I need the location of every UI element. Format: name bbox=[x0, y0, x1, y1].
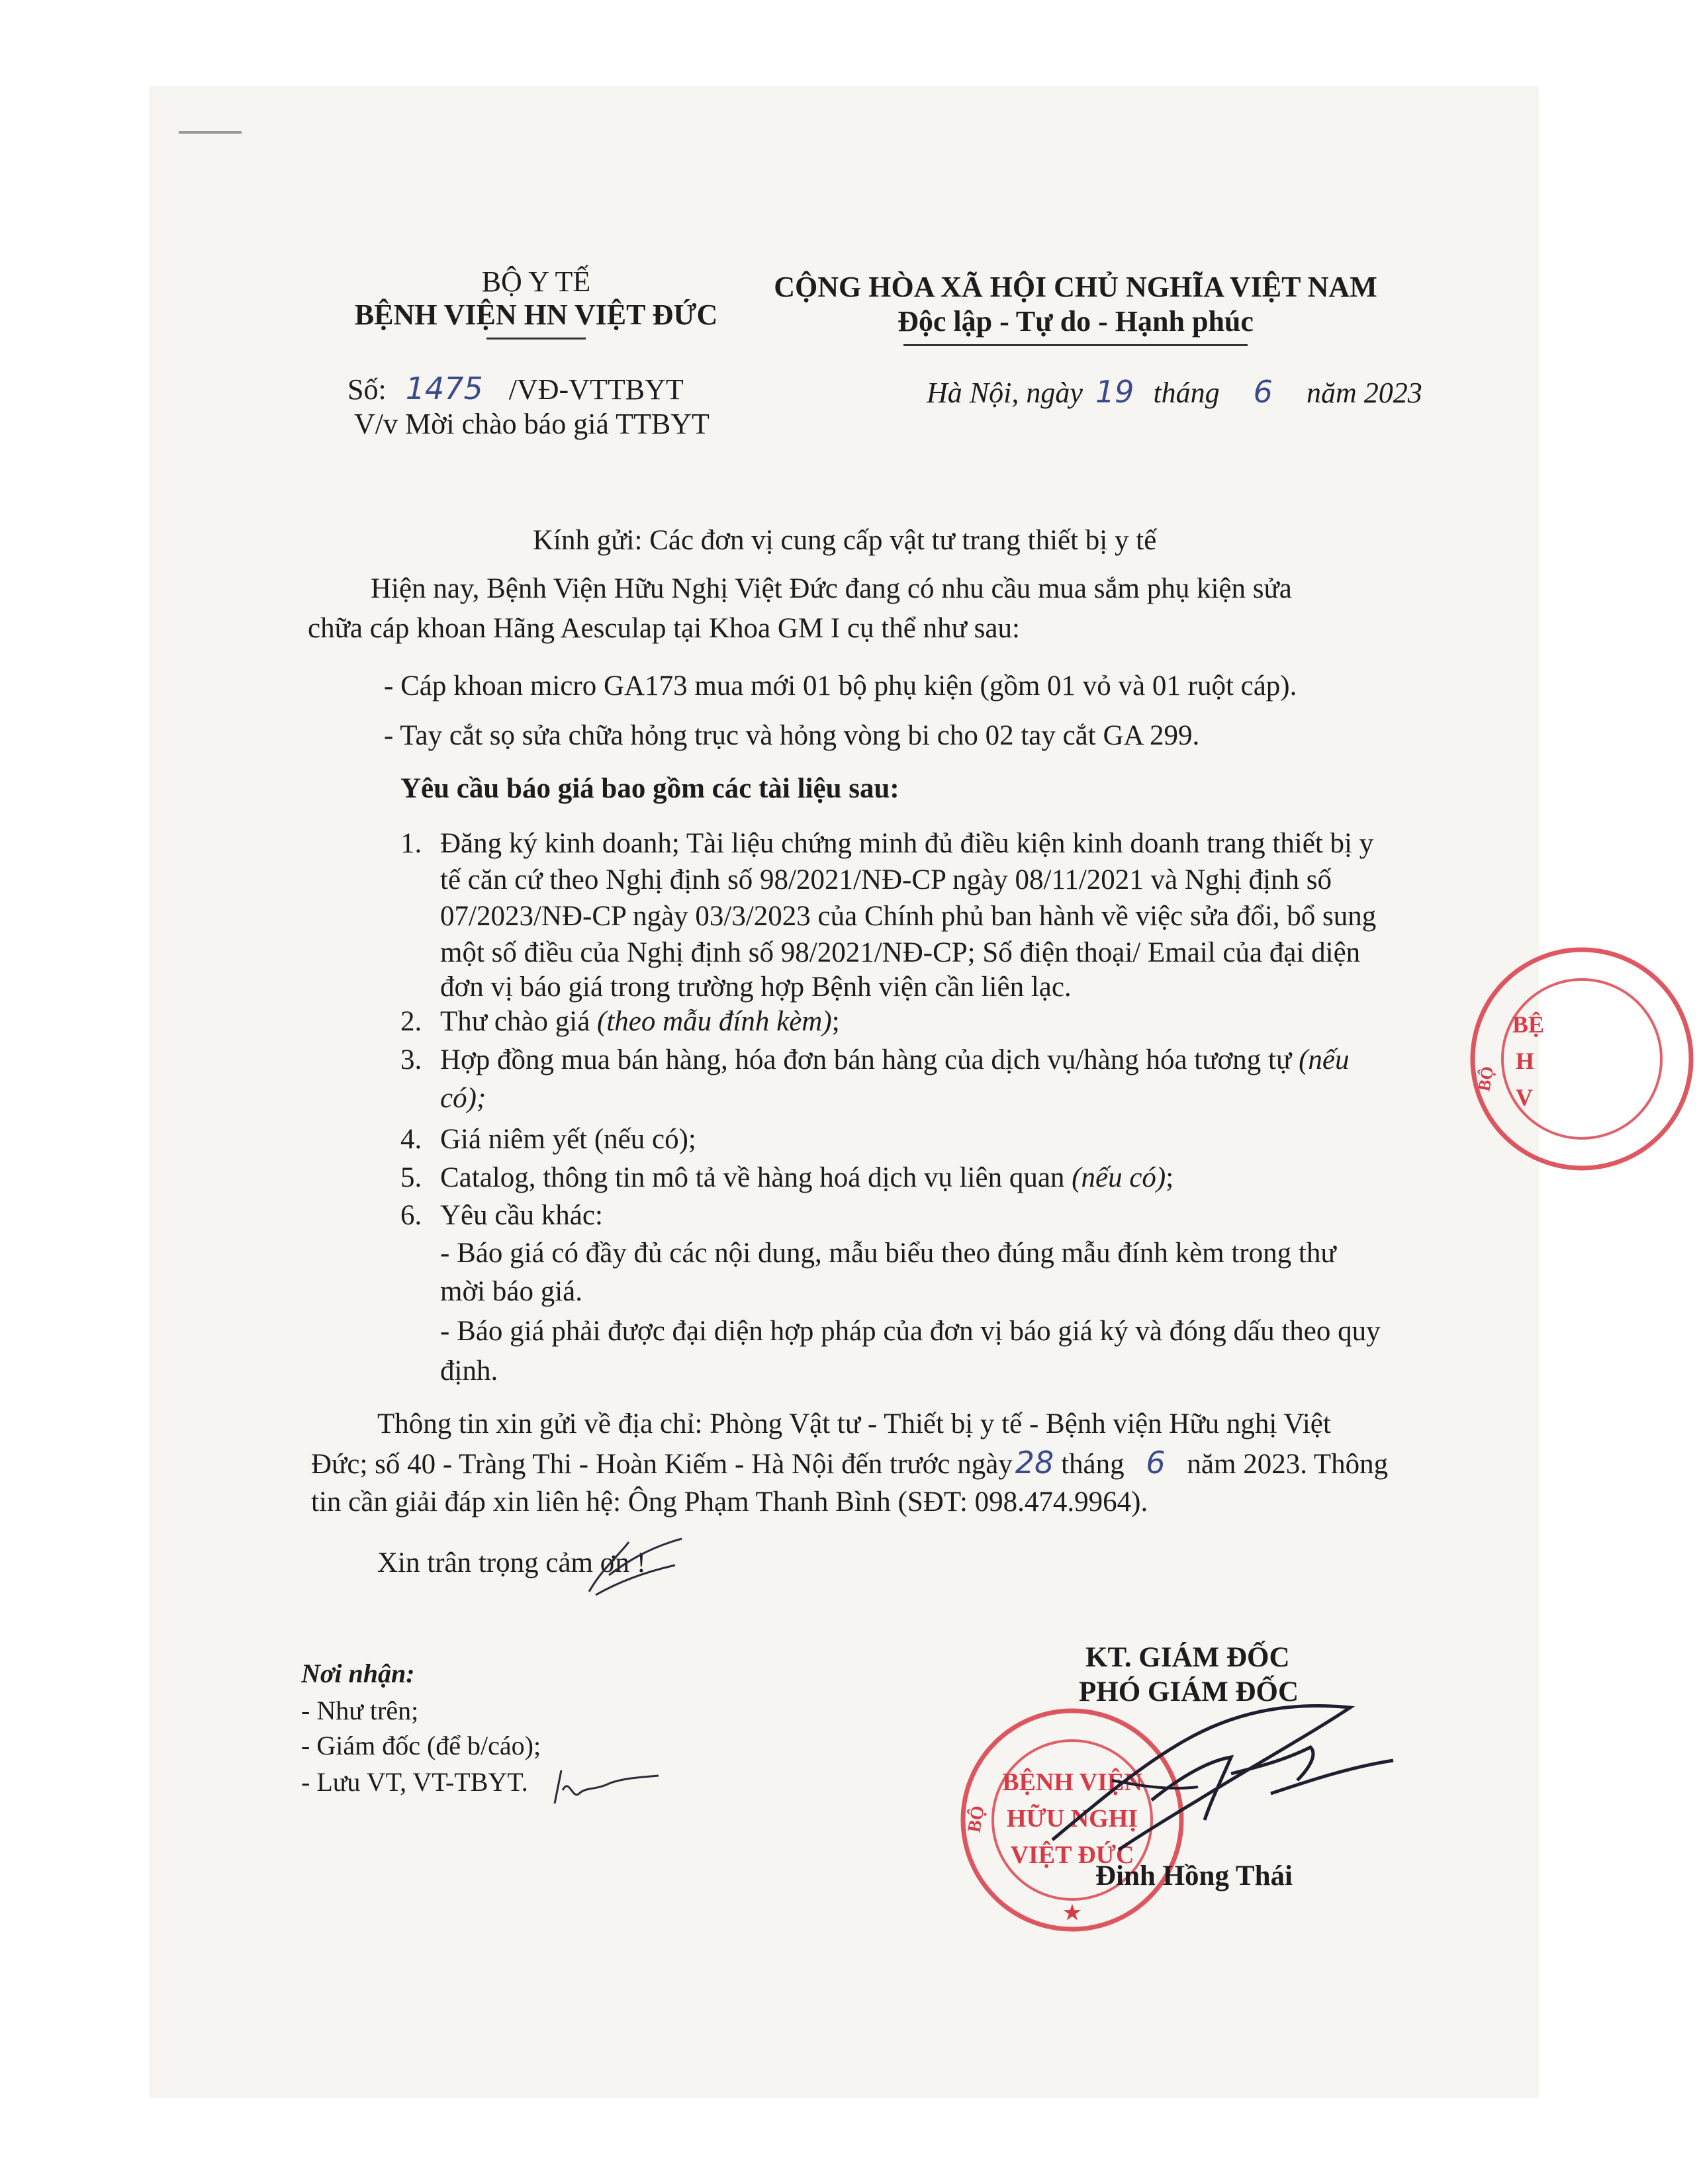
doc-number-label: Số: bbox=[347, 373, 387, 406]
req-2-number: 2. bbox=[400, 1006, 422, 1037]
stamp-side-text: BỘ bbox=[964, 1803, 989, 1835]
req-1-line-2: tế căn cứ theo Nghị định số 98/2021/NĐ-CP ngày 08/11/2021 và Nghị định số bbox=[440, 864, 1332, 895]
motto: Độc lập - Tự do - Hạnh phúc bbox=[897, 305, 1254, 338]
req-1-number: 1. bbox=[400, 828, 422, 859]
req-5-end: ; bbox=[1166, 1162, 1174, 1193]
req-6-sub-1-line-1: - Báo giá có đầy đủ các nội dung, mẫu biểu theo đúng mẫu đính kèm trong thư bbox=[440, 1238, 1336, 1269]
side-stamp-line-3: V bbox=[1516, 1084, 1533, 1111]
contact-day: 28 bbox=[1015, 1445, 1054, 1480]
contact-line-2-a: Đức; số 40 - Tràng Thi - Hoàn Kiếm - Hà Nội đến trước ngày bbox=[311, 1449, 1013, 1480]
contact-line-3: tin cần giải đáp xin liên hệ: Ông Phạm Thanh Bình (SĐT: 098.474.9964). bbox=[311, 1486, 1148, 1518]
contact-line-2 bbox=[311, 1441, 1388, 1486]
req-6-text: Yêu cầu khác: bbox=[440, 1200, 603, 1231]
side-stamp-clip bbox=[1463, 940, 1545, 1178]
recipient-2: - Giám đốc (để b/cáo); bbox=[301, 1731, 541, 1760]
recipient-1: - Như trên; bbox=[301, 1696, 419, 1725]
year-label: năm 2023 bbox=[1306, 377, 1422, 409]
req-2-italic: (theo mẫu đính kèm) bbox=[597, 1006, 832, 1037]
month-label: tháng bbox=[1153, 377, 1220, 409]
req-6-sub-2-line-2: định. bbox=[440, 1355, 498, 1387]
doc-number bbox=[347, 371, 684, 406]
req-4-text: Giá niêm yết (nếu có); bbox=[440, 1124, 696, 1155]
req-5-text: Catalog, thông tin mô tả về hàng hoá dịch vụ liên quan bbox=[440, 1162, 1072, 1193]
thanks-line: Xin trân trọng cảm ơn ! bbox=[377, 1547, 647, 1578]
doc-number-handwritten: 1475 bbox=[405, 371, 483, 406]
hospital-underline bbox=[486, 338, 586, 340]
req-3-text: Hợp đồng mua bán hàng, hóa đơn bán hàng của dịch vụ/hàng hóa tương tự bbox=[440, 1044, 1299, 1075]
recipient-line: Kính gửi: Các đơn vị cung cấp vật tư trang thiết bị y tế bbox=[533, 525, 1157, 556]
req-5 bbox=[440, 1157, 1173, 1199]
item-2: - Tay cắt sọ sửa chữa hỏng trục và hỏng vòng bi cho 02 tay cắt GA 299. bbox=[384, 720, 1200, 751]
ministry-name: BỘ Y TẾ bbox=[481, 265, 591, 298]
req-5-italic: (nếu có) bbox=[1072, 1162, 1166, 1193]
requirements-title: Yêu cầu báo giá bao gồm các tài liệu sau: bbox=[400, 773, 899, 804]
item-1: - Cáp khoan micro GA173 mua mới 01 bộ phụ kiện (gồm 01 vỏ và 01 ruột cáp). bbox=[384, 670, 1297, 702]
signer-name: Đinh Hồng Thái bbox=[1095, 1860, 1293, 1891]
doc-number-suffix: /VĐ-VTTBYT bbox=[508, 373, 684, 406]
req-3-italic-2: có); bbox=[440, 1083, 486, 1114]
req-1-line-4: một số điều của Nghị định số 98/2021/NĐ-CP; Số điện thoại/ Email của đại diện bbox=[440, 937, 1361, 968]
side-stamp bbox=[1463, 940, 1701, 1178]
req-2-text: Thư chào giá bbox=[440, 1006, 598, 1037]
recipients-title: Nơi nhận: bbox=[301, 1659, 415, 1688]
country-name: CỘNG HÒA XÃ HỘI CHỦ NGHĨA VIỆT NAM bbox=[774, 271, 1377, 303]
place-date-prefix: Hà Nội, ngày bbox=[927, 377, 1083, 409]
recipient-initials bbox=[549, 1764, 662, 1817]
contact-line-1: Thông tin xin gửi về địa chỉ: Phòng Vật tư - Thiết bị y tế - Bệnh viện Hữu nghị Việt bbox=[377, 1408, 1331, 1439]
req-6-number: 6. bbox=[400, 1200, 422, 1231]
side-stamp-side-text: BỘ bbox=[1474, 1064, 1498, 1093]
recipient-3: - Lưu VT, VT-TBYT. bbox=[301, 1767, 528, 1797]
req-5-number: 5. bbox=[400, 1162, 422, 1193]
req-3-number: 3. bbox=[400, 1044, 422, 1075]
scan-mark bbox=[179, 131, 242, 134]
contact-line-2-c: năm 2023. Thông bbox=[1179, 1449, 1389, 1480]
req-1-line-1: Đăng ký kinh doanh; Tài liệu chứng minh đủ điều kiện kinh doanh trang thiết bị y bbox=[440, 828, 1374, 859]
req-6-sub-1-line-2: mời báo giá. bbox=[440, 1276, 582, 1307]
intro-line-2: chữa cáp khoan Hãng Aesculap tại Khoa GM I cụ thể như sau: bbox=[308, 613, 1020, 644]
req-1-line-5: đơn vị báo giá trong trường hợp Bệnh viện cần liên lạc. bbox=[440, 972, 1072, 1003]
sign-title-1: KT. GIÁM ĐỐC bbox=[1085, 1642, 1290, 1673]
hospital-name: BỆNH VIỆN HN VIỆT ĐỨC bbox=[354, 298, 718, 331]
contact-line-2-b: tháng bbox=[1054, 1449, 1132, 1480]
req-6-sub-2-line-1: - Báo giá phải được đại diện hợp pháp của đơn vị báo giá ký và đóng dấu theo quy bbox=[440, 1316, 1381, 1347]
place-date bbox=[927, 374, 1422, 410]
stamp-line-1: BỆNH VIỆN bbox=[1002, 1768, 1142, 1796]
req-2-end: ; bbox=[831, 1006, 840, 1037]
doc-subject: V/v Mời chào báo giá TTBYT bbox=[354, 408, 710, 440]
req-2 bbox=[440, 1001, 840, 1043]
stamp-line-3: VIỆT ĐỨC bbox=[1010, 1841, 1134, 1869]
initials-scribble bbox=[582, 1529, 688, 1602]
sign-title-2: PHÓ GIÁM ĐỐC bbox=[1079, 1676, 1299, 1707]
date-day: 19 bbox=[1095, 374, 1134, 410]
side-stamp-line-2: H bbox=[1516, 1048, 1535, 1074]
side-stamp-line-1: BỆ bbox=[1512, 1011, 1545, 1038]
intro-line-1: Hiện nay, Bệnh Viện Hữu Nghị Việt Đức đang có nhu cầu mua sắm phụ kiện sửa bbox=[371, 573, 1292, 604]
motto-underline bbox=[903, 344, 1248, 346]
req-4-number: 4. bbox=[400, 1124, 422, 1155]
req-3 bbox=[440, 1039, 1349, 1081]
req-3-italic-1: (nếu bbox=[1299, 1044, 1350, 1075]
stamp-line-2: HỮU NGHỊ bbox=[1006, 1805, 1138, 1833]
req-1-line-3: 07/2023/NĐ-CP ngày 03/3/2023 của Chính phủ ban hành về việc sửa đổi, bổ sung bbox=[440, 901, 1377, 932]
contact-month: 6 bbox=[1146, 1445, 1166, 1480]
date-month: 6 bbox=[1253, 374, 1273, 410]
stamp-star-icon: ★ bbox=[1063, 1902, 1081, 1924]
director-signature bbox=[1033, 1694, 1403, 1866]
